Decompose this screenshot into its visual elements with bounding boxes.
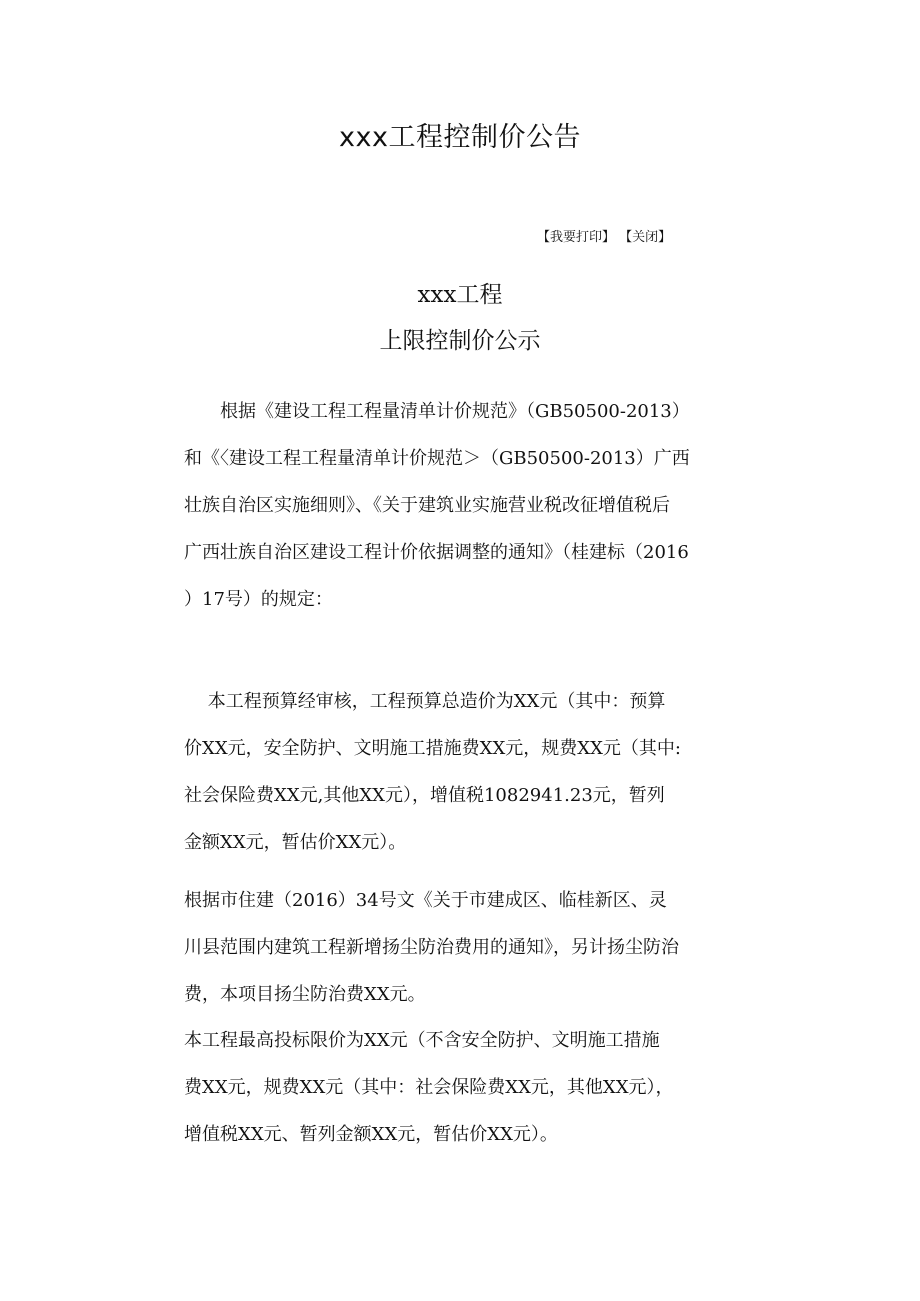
notice-heading: 上限控制价公示 [379,328,541,354]
paragraph-budget-review [184,678,750,866]
close-link[interactable]: 【关闭】 [619,230,672,245]
paragraph-legal-basis [184,388,750,623]
paragraph-line: 根据《建设工程工程量清单计价规范》（GB50500-2013） [184,401,690,422]
paragraph-line: ）17号）的规定： [184,589,333,610]
print-link[interactable]: 【我要打印】 [537,230,616,245]
paragraph-line: 本工程预算经审核，工程预算总造价为XX元（其中：预算 [184,691,666,712]
paragraph-line: 金额XX元，暂估价XX元）。 [184,832,407,853]
paragraph-line: 本工程最高投标限价为XX元（不含安全防护、文明施工措施 [184,1030,660,1051]
paragraph-line: 和《〈建设工程工程量清单计价规范＞（GB50500-2013）广西 [184,448,690,469]
paragraph-dust-control [184,877,750,1018]
paragraph-line: 社会保险费XX元,其他XX元），增值税1082941.23元，暂列 [184,785,665,806]
paragraph-line: 广西壮族自治区建设工程计价依据调整的通知》（桂建标（2016 [184,542,689,563]
page-title: xxx工程控制价公告 [339,122,581,153]
paragraph-line: 根据市住建（2016）34号文《关于市建成区、临桂新区、灵 [184,890,667,911]
paragraph-line: 费XX元，规费XX元（其中：社会保险费XX元，其他XX元）， [184,1077,674,1098]
paragraph-bid-limit [184,1017,750,1158]
paragraph-line: 价XX元，安全防护、文明施工措施费XX元，规费XX元（其中: [184,738,681,759]
paragraph-line: 费，本项目扬尘防治费XX元。 [184,984,426,1005]
paragraph-line: 壮族自治区实施细则》、《关于建筑业实施营业税改征增值税后 [184,495,670,516]
project-heading: xxx工程 [417,282,503,308]
paragraph-line: 川县范围内建筑工程新增扬尘防治费用的通知》，另计扬尘防治 [184,937,679,958]
action-links [537,228,671,248]
paragraph-line: 增值税XX元、暂列金额XX元，暂估价XX元）。 [184,1124,558,1145]
